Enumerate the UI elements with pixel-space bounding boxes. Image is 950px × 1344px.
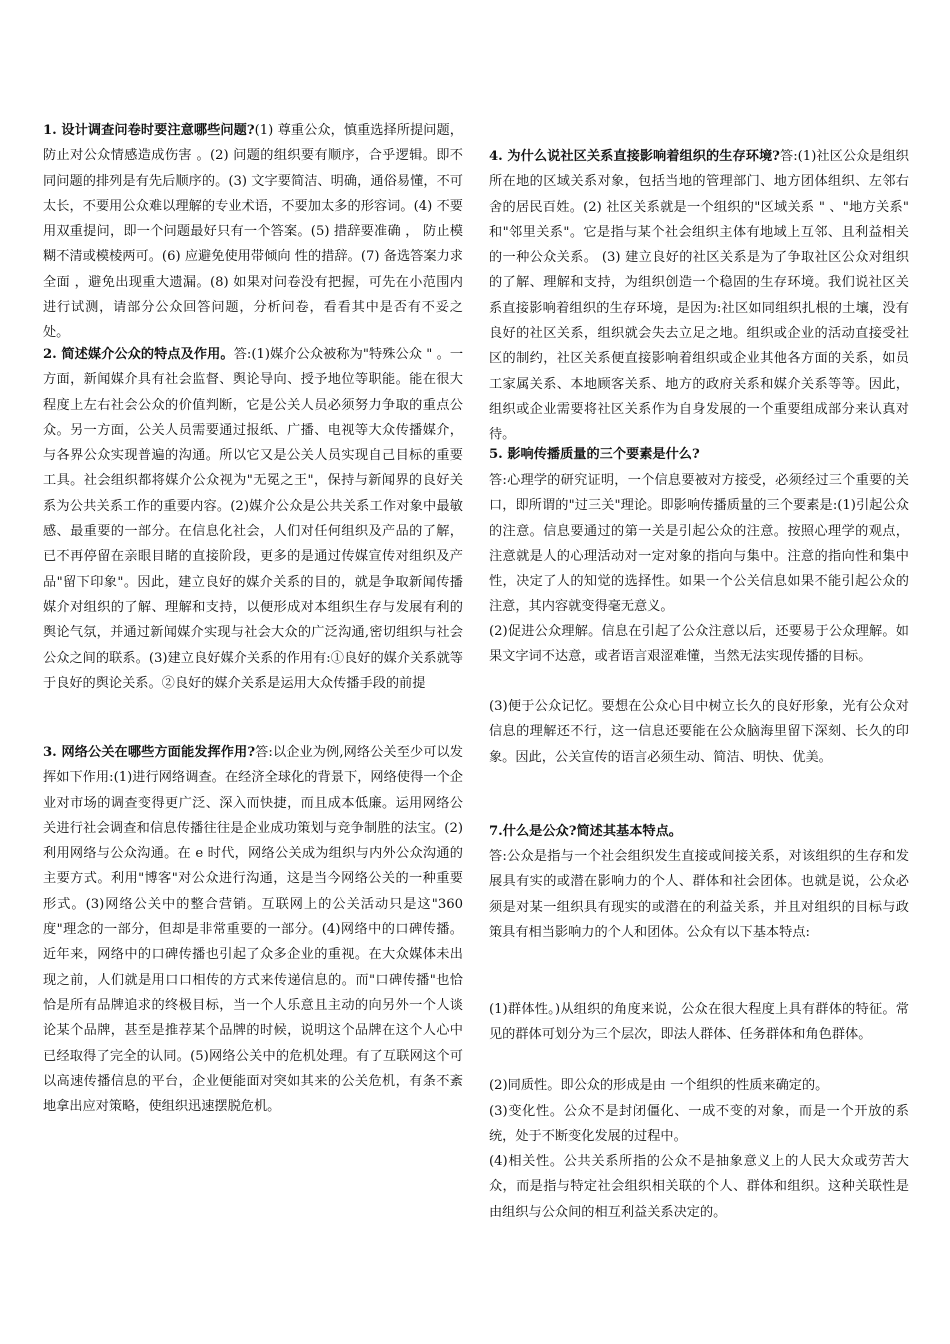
- question-title: 影响传播质量的三个要素是什么?: [502, 447, 700, 462]
- question-number: 4.: [489, 149, 503, 164]
- question-title: 什么是公众?简述其基本特点。: [502, 824, 682, 839]
- answer-7-point-2: [489, 1073, 909, 1098]
- question-title: 为什么说社区关系直接影响着组织的生存环境?: [502, 149, 780, 164]
- answer-text: (3)便于公众记忆。要想在公众心目中树立长久的良好形象，光有公众对信息的理解还不行，这一信息还要能在公众脑海里留下深刻、长久的印象。因此，公关宣传的语言必须生动、简洁、明快、优美。: [489, 699, 909, 765]
- question-3: [43, 740, 463, 1119]
- question-number: 7.: [489, 824, 503, 839]
- answer-text: (4)相关性。公共关系所指的公众不是抽象意义上的人民大众或劳苦大众，而是指与特定社会组织相关联的个人、群体和组织。这种关联性是由组织与公众间的相互利益关系决定的。: [489, 1154, 909, 1220]
- question-number: 1.: [43, 123, 57, 138]
- answer-text: (3)变化性。公众不是封闭僵化、一成不变的对象，而是一个开放的系统，处于不断变化发展的过程中。: [489, 1104, 909, 1145]
- answer-5-point-3: [489, 694, 909, 770]
- answer-text: 答:(1)社区公众是组织所在地的区域关系对象，包括当地的管理部门、地方团体组织、左邻右舍的居民百姓。(2) 社区关系就是一个组织的"区域关系 " 、"地方关系" 和"邻里关系"。它是指与某个社会组织主体有地域上互邻、且利益相关的一种公众关系。 (3) 建立良好的社区关系是为了争取社区公众对组织的了解、理解和支持，为组织创造一个稳固的生存环境。我们说社区关系直接影响着组织的生存环境，是因为:社区如同组织扎根的土壤，没有良好的社区关系，组织就会失去立足之地。组织或企业的活动直接受社区的制约，社区关系便直接影响着组织或企业其他各方面的关系，如员工家属关系、本地顾客关系、地方的政府关系和媒介关系等等。因此，组织或企业需要将社区关系作为自身发展的一个重要组成部分来认真对待。: [489, 149, 909, 443]
- question-number: 5.: [489, 447, 503, 462]
- question-number: 3.: [43, 745, 57, 760]
- answer-text: 答:以企业为例,网络公关至少可以发挥如下作用:(1)进行网络调查。在经济全球化的背景下，网络使得一个企业对市场的调查变得更广泛、深入而快捷，而且成本低廉。运用网络公关进行社会调查和信息传播往往是企业成功策划与竞争制胜的法宝。(2)利用网络与公众沟通。在 e 时代，网络公关成为组织与内外公众沟通的主要方式。利用"博客"对公众进行沟通，这是当今网络公关的一种重要形式。(3)网络公关中的整合营销。互联网上的公关活动只是这"360 度"理念的一部分，但却是非常重要的一部分。(4)网络中的口碑传播。近年来，网络中的口碑传播也引起了众多企业的重视。在大众媒体未出现之前，人们就是用口口相传的方式来传递信息的。而"口碑传播"也恰恰是所有品牌追求的终极目标，当一个人乐意且主动的向另外一个人谈论某个品牌，甚至是推荐某个品牌的时候，说明这个品牌在这个人心中已经取得了完全的认同。(5)网络公关中的危机处理。有了互联网这个可以高速传播信息的平台，企业便能面对突如其来的公关危机，有条不紊地拿出应对策略，使组织迅速摆脱危机。: [43, 745, 463, 1115]
- question-title: 设计调查问卷时要注意哪些问题?: [56, 123, 255, 138]
- answer-5-intro: [489, 468, 909, 620]
- question-title: 网络公关在哪些方面能发挥作用?: [56, 745, 256, 760]
- question-title: 简述媒介公众的特点及作用。: [56, 347, 234, 362]
- answer-text: 答:心理学的研究证明，一个信息要被对方接受，必须经过三个重要的关口，即所谓的"过三关"理论。即影响传播质量的三个要素是:(1)引起公众的注意。信息要通过的第一关是引起公众的注意。按照心理学的观点，注意就是人的心理活动对一定对象的指向与集中。注意的指向性和集中性，决定了人的知觉的选择性。如果一个公关信息如果不能引起公众的注意，其内容就变得毫无意义。: [489, 473, 909, 615]
- question-number: 2.: [43, 347, 57, 362]
- answer-5-point-2: [489, 619, 909, 670]
- answer-text: 答:(1)媒介公众被称为"特殊公众 " 。一方面，新闻媒介具有社会监督、舆论导向、授予地位等职能。能在很大程度上左右社会公众的价值判断，它是公关人员必须努力争取的重点公众。另一方面，公关人员需要通过报纸、广播、电视等大众传播媒介，与各界公众实现普遍的沟通。所以它又是公关人员实现自己目标的重要工具。社会组织都将媒介公众视为"无冕之王"，保持与新闻界的良好关系为公共关系工作的重要内容。(2)媒介公众是公共关系工作对象中最敏感、最重要的一部分。在信息化社会，人们对任何组织及产品的了解，已不再停留在亲眼目睹的直接阶段，更多的是通过传媒宣传对组织及产品"留下印象"。因此，建立良好的媒介关系的目的，就是争取新闻传播媒介对组织的了解、理解和支持，以便形成对本组织生存与发展有利的舆论气氛，并通过新闻媒介实现与社会大众的广泛沟通,密切组织与社会公众之间的联系。(3)建立良好媒介关系的作用有:①良好的媒介关系就等于良好的舆论关系。②良好的媒介关系是运用大众传播手段的前提: [43, 347, 464, 691]
- answer-7-point-4: [489, 1149, 909, 1225]
- answer-text: (1)群体性。)从组织的角度来说，公众在很大程度上具有群体的特征。常见的群体可划分为三个层次，即法人群体、任务群体和角色群体。: [489, 1002, 909, 1043]
- answer-text: (2)促进公众理解。信息在引起了公众注意以后，还要易于公众理解。如果文字词不达意，或者语言艰涩难懂，当然无法实现传播的目标。: [489, 624, 909, 665]
- answer-7-point-1: [489, 997, 909, 1048]
- answer-text: (1) 尊重公众，慎重选择所提问题，防止对公众情感造成伤害 。(2) 问题的组织要有顺序，合乎逻辑。即不同问题的排列是有先后顺序的。(3) 文字要简洁、明确，通俗易懂，不可太长，不要用公众难以理解的专业术语，不要加太多的形容词。(4) 不要用双重提问，即一个问题最好只有一个答案。(5) 措辞要准确 ， 防止模糊不清或模棱两可。(6) 应避免使用带倾向 性的措辞。(7) 备选答案力求全面 ，避免出现重大遗漏。(8) 如果对问卷没有把握，可先在小范围内进行试测，请部分公众回答问题，分析问卷，看看其中是否有不妥之处。: [43, 123, 463, 341]
- answer-7-point-3: [489, 1099, 909, 1150]
- answer-7-intro: [489, 844, 909, 945]
- question-1: [43, 118, 463, 346]
- question-2: [43, 342, 463, 696]
- answer-text: (2)同质性。即公众的形成是由 一个组织的性质来确定的。: [489, 1078, 829, 1093]
- question-7: [489, 819, 909, 844]
- answer-text: 答:公众是指与一个社会组织发生直接或间接关系，对该组织的生存和发展具有实的或潜在影响力的个人、群体和社会团体。也就是说，公众必须是对某一组织具有现实的或潜在的利益关系，并且对组织的目标与政策具有相当影响力的个人和团体。公众有以下基本特点:: [489, 849, 909, 940]
- question-5: [489, 442, 909, 467]
- question-4: [489, 144, 909, 448]
